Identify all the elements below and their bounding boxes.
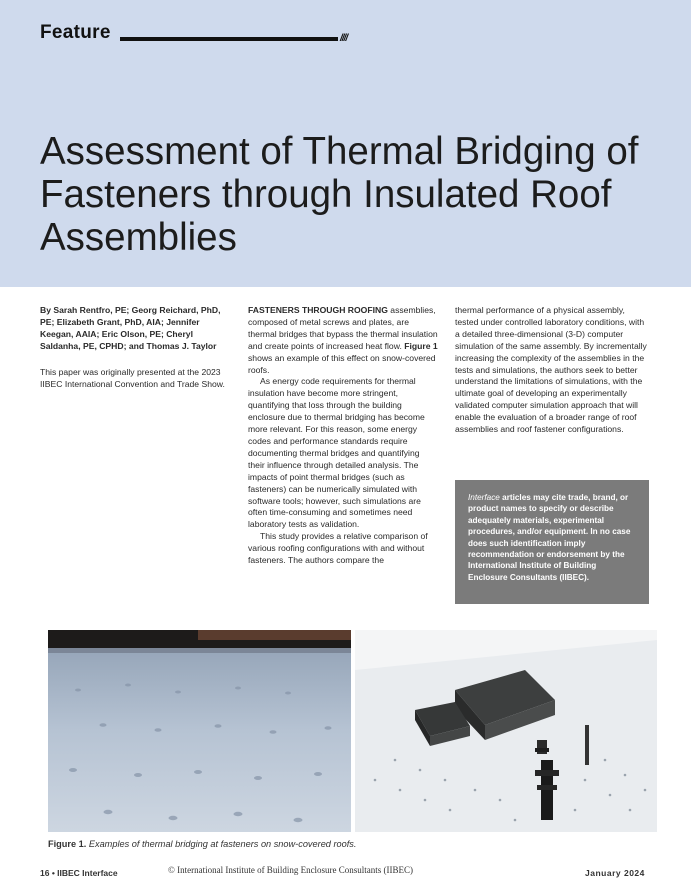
photo-snow-roof-left [48,630,351,832]
author-list: By Sarah Rentfro, PE; Georg Reichard, PhD, PE; Elizabeth Grant, PhD, AIA; Jennifer Keegan, AAIA; Eric Olson, PE; Cheryl Saldanha, PE, CPHD; and Thomas J. Taylor [40,305,221,351]
paragraph-text: shows an example of this effect on snow-covered roofs. [248,352,436,375]
byline-column [40,305,235,390]
section-rule [120,37,338,41]
figure-caption-text: Examples of thermal bridging at fasteners on snow-covered roofs. [86,839,357,849]
figure-reference: Figure 1 [404,340,438,351]
header-band [0,0,691,287]
photo-snow-roof-right [355,630,657,832]
paragraph-intro [248,305,438,376]
presentation-note: This paper was originally presented at the 2023 IIBEC International Convention and Trade Show. [40,366,225,389]
footer-copyright: © International Institute of Building Enclosure Consultants (IIBEC) [168,865,414,875]
snow-roof-right-image [355,630,657,832]
article-title: Assessment of Thermal Bridging of Fasteners through Insulated Roof Assemblies [40,130,639,259]
section-label: Feature [40,22,111,43]
lead-in: FASTENERS THROUGH ROOFING [248,305,388,315]
figure-label: Figure 1. [48,839,87,849]
footer-page-info: 16 • IIBEC Interface [40,868,118,878]
disclaimer-text: articles may cite trade, brand, or product names to specify or describe adequately materials, experimental procedures, and/or equipment. In no case does such identification imply recommendation or endorsement by the International Institute of Building Enclosure Consultants (IIBEC). [468,493,631,582]
body-column-1 [248,305,438,567]
figure-caption [48,839,356,849]
disclaimer-box [455,480,649,604]
paragraph-text: assemblies, composed of metal screws and plates, are thermal bridges that bypass the thermal insulation and create points of increased heat flow. [248,305,438,351]
rule-ticks-decoration: //// [340,33,348,44]
paragraph-energy-code: As energy code requirements for thermal insulation have become more stringent, quantifying that loss through the building enclosure due to thermal bridging has become more relevant. For this reason, some energy codes and performance standards require documenting thermal bridges and quantifying their influence through detailed analysis. The impacts of point thermal bridges (such as fasteners) can be numerically simulated with software tools; however, such simulations are often time-consuming and sometimes need laboratory tests as validation. [248,376,425,530]
body-column-2 [455,305,650,460]
snow-roof-left-image [48,630,351,832]
paragraph-study: This study provides a relative comparison of various roofing configurations with and without fasteners. The authors compare the [248,531,428,566]
disclaimer-brand: Interface [468,493,500,502]
paragraph-study-continued-visible: thermal performance of a physical assembly, tested under controlled laboratory conditions, with a detailed three-dimensional (3-D) computer simulation of the same assembly. By incrementally increasing the complexity of the assemblies in the tests and simulations, the authors seek to better understand the limitations of simulations, with the ultimate goal of developing an experimentally validated computer simulation approach that will enable the evaluation of a broader range of roof assemblies and roof fastener configurations. [455,305,647,435]
paragraph-continuation-wrapper [455,305,650,460]
footer-date: January 2024 [585,868,645,878]
